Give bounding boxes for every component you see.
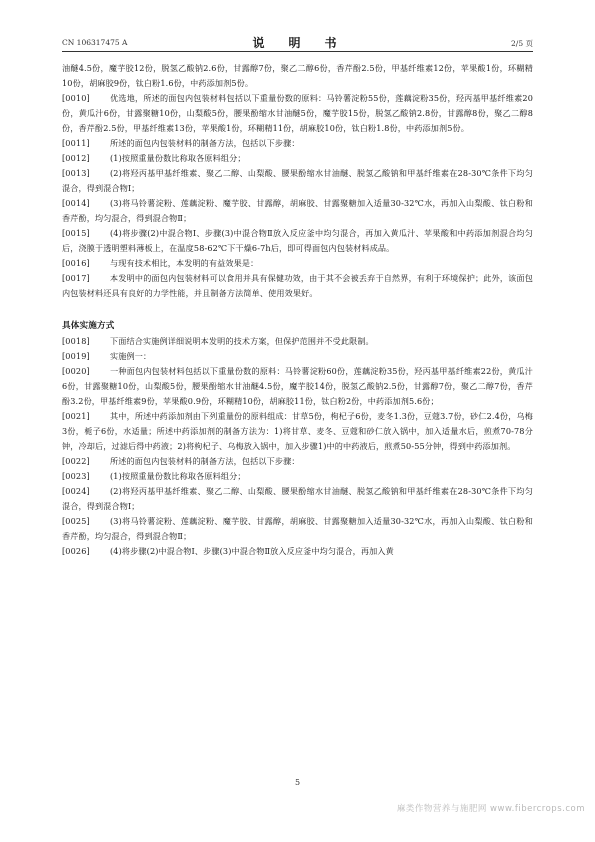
paragraph-number: [0017] bbox=[62, 273, 90, 283]
paragraph bbox=[62, 166, 533, 196]
document-title: 说 明 书 bbox=[252, 36, 343, 50]
paragraph bbox=[62, 469, 533, 484]
paragraph-number: [0016] bbox=[62, 258, 90, 268]
paragraph-text: 与现有技术相比，本发明的有益效果是： bbox=[110, 258, 259, 268]
paragraph-number: [0021] bbox=[62, 411, 90, 421]
paragraph-number: [0022] bbox=[62, 456, 90, 466]
paragraph bbox=[62, 151, 533, 166]
paragraph-text: 其中，所述中药添加剂由下列重量份的原料组成：甘草5份，枸杞子6份，麦冬1.3份，豆蔻3.7份，砂仁2.4份，乌梅3份，栀子6份，水适量；所述中药添加剂的制备方法为：1)将甘草、麦冬、豆蔻和砂仁放入锅中，加入适量水后，煎煮70-78分钟，冷却后，过滤后得中药液；2)将枸杞子、乌梅放入锅中，加入步骤1)中的中药液后，煎煮50-55分钟，得到中药添加剂。 bbox=[62, 411, 533, 451]
paragraph-number: [0018] bbox=[62, 336, 90, 346]
paragraph-text: (4)将步骤(2)中混合物Ⅰ、步骤(3)中混合物Ⅱ放入反应釜中均匀混合，再加入黄瓜汁、苹果酸和中药添加剂混合均匀后，浇膜于透明塑料薄板上，在温度58-62℃下干燥6-7h后，即可得面包内包装材料成品。 bbox=[62, 228, 533, 253]
section-title: 具体实施方式 bbox=[62, 321, 115, 331]
paragraph-number: [0011] bbox=[62, 138, 90, 148]
watermark: 麻类作物营养与施肥网 www.fibercrops.com bbox=[396, 804, 585, 814]
paragraph bbox=[62, 484, 533, 514]
page-indicator: 2/5 页 bbox=[511, 39, 533, 48]
paragraph-number: [0013] bbox=[62, 168, 90, 178]
paragraph-number: [0010] bbox=[62, 93, 90, 103]
page-number: 5 bbox=[294, 778, 301, 787]
paragraph-number: [0019] bbox=[62, 351, 90, 361]
paragraph bbox=[62, 334, 533, 349]
paragraph-number: [0024] bbox=[62, 486, 90, 496]
paragraph-text: (1)按照重量份数比称取各原料组分； bbox=[110, 153, 246, 163]
paragraph-text: (1)按照重量份数比称取各原料组分； bbox=[110, 471, 246, 481]
paragraph bbox=[62, 136, 533, 151]
paragraph bbox=[62, 349, 533, 364]
paragraph-text: (3)将马铃薯淀粉、莲藕淀粉、魔芋胶、甘露醇，胡麻胶、甘露聚糖加入适量30-32℃水，再加入山梨酸、钛白粉和香芹酚，均匀混合，得到混合物Ⅱ； bbox=[62, 516, 533, 541]
paragraph bbox=[62, 409, 533, 454]
document-body bbox=[62, 61, 533, 559]
paragraph bbox=[62, 196, 533, 226]
paragraph bbox=[62, 91, 533, 136]
paragraph-text: (4)将步骤(2)中混合物Ⅰ、步骤(3)中混合物Ⅱ放入反应釜中均匀混合，再加入黄 bbox=[110, 546, 394, 556]
paragraph-number: [0026] bbox=[62, 546, 90, 556]
page-header bbox=[62, 33, 533, 52]
paragraph bbox=[62, 364, 533, 409]
paragraph-number: [0014] bbox=[62, 198, 90, 208]
paragraph bbox=[62, 544, 533, 559]
paragraph-text: 实施例一： bbox=[110, 351, 152, 361]
paragraph-text: 一种面包内包装材料包括以下重量份数的原料：马铃薯淀粉60份，莲藕淀粉35份，羟丙基甲基纤维素22份，黄瓜汁6份，甘露聚糖10份，山梨酸5份，腰果酚缩水甘油醚4.5份，魔芋胶14份，脱氢乙酸钠2.5份，甘露醇7份，聚乙二醇7份，香芹酚3.2份，甲基纤维素9份，苹果酸0.9份，环糊精10份，胡麻胶11份，钛白粉2份，中药添加剂5.6份； bbox=[62, 366, 533, 406]
paragraph-text: (2)将羟丙基甲基纤维素、聚乙二醇、山梨酸、腰果酚缩水甘油醚、脱氢乙酸钠和甲基纤维素在28-30℃条件下均匀混合，得到混合物Ⅰ； bbox=[62, 486, 533, 511]
paragraph bbox=[62, 514, 533, 544]
paragraph-text: (3)将马铃薯淀粉、莲藕淀粉、魔芋胶、甘露醇，胡麻胶、甘露聚糖加入适量30-32℃水，再加入山梨酸、钛白粉和香芹酚，均匀混合，得到混合物Ⅱ； bbox=[62, 198, 533, 223]
paragraph-number: [0025] bbox=[62, 516, 90, 526]
paragraph-number: [0023] bbox=[62, 471, 90, 481]
paragraphs-top bbox=[62, 61, 533, 301]
paragraph-number: [0015] bbox=[62, 228, 90, 238]
paragraph bbox=[62, 226, 533, 256]
paragraph bbox=[62, 61, 533, 91]
section-gap bbox=[62, 301, 533, 319]
paragraph-text: 所述的面包内包装材料的制备方法，包括以下步骤： bbox=[110, 456, 300, 466]
paragraph-text: 优选地，所述的面包内包装材料包括以下重量份数的原料：马铃薯淀粉55份，莲藕淀粉35份，羟丙基甲基纤维素20份，黄瓜汁6份，甘露聚糖10份，山梨酸5份，腰果酚缩水甘油醚5份，魔芋胶15份，脱氢乙酸钠2.8份，甘露醇8份，聚乙二醇8份，香芹酚2.5份，甲基纤维素13份，苹果酸1份，环糊精11份，胡麻胶10份，钛白粉1.8份，中药添加剂5份。 bbox=[62, 93, 533, 133]
paragraph bbox=[62, 256, 533, 271]
paragraph-number: [0012] bbox=[62, 153, 90, 163]
patent-number: CN 106317475 A bbox=[62, 38, 128, 47]
paragraphs-bottom bbox=[62, 334, 533, 559]
paragraph-text: 所述的面包内包装材料的制备方法，包括以下步骤： bbox=[110, 138, 300, 148]
paragraph-text: 下面结合实施例详细说明本发明的技术方案，但保护范围并不受此限制。 bbox=[110, 336, 374, 346]
paragraph bbox=[62, 271, 533, 301]
paragraph-text: 本发明中的面包内包装材料可以食用并具有保健功效，由于其不会被丢弃于自然界，有利于环境保护；此外，该面包内包装材料还具有良好的力学性能，并且制备方法简单、使用效果好。 bbox=[62, 273, 533, 298]
paragraph-number: [0020] bbox=[62, 366, 90, 376]
paragraph-text: (2)将羟丙基甲基纤维素、聚乙二醇、山梨酸、腰果酚缩水甘油醚、脱氢乙酸钠和甲基纤维素在28-30℃条件下均匀混合，得到混合物Ⅰ； bbox=[62, 168, 533, 193]
paragraph bbox=[62, 454, 533, 469]
paragraph-text: 油醚4.5份，魔芋胶12份，脱氢乙酸钠2.6份，甘露醇7份，聚乙二醇6份，香芹酚2.5份，甲基纤维素12份，苹果酸1份，环糊精10份，胡麻胶9份，钛白粉1.6份，中药添加剂5份。 bbox=[62, 63, 533, 88]
